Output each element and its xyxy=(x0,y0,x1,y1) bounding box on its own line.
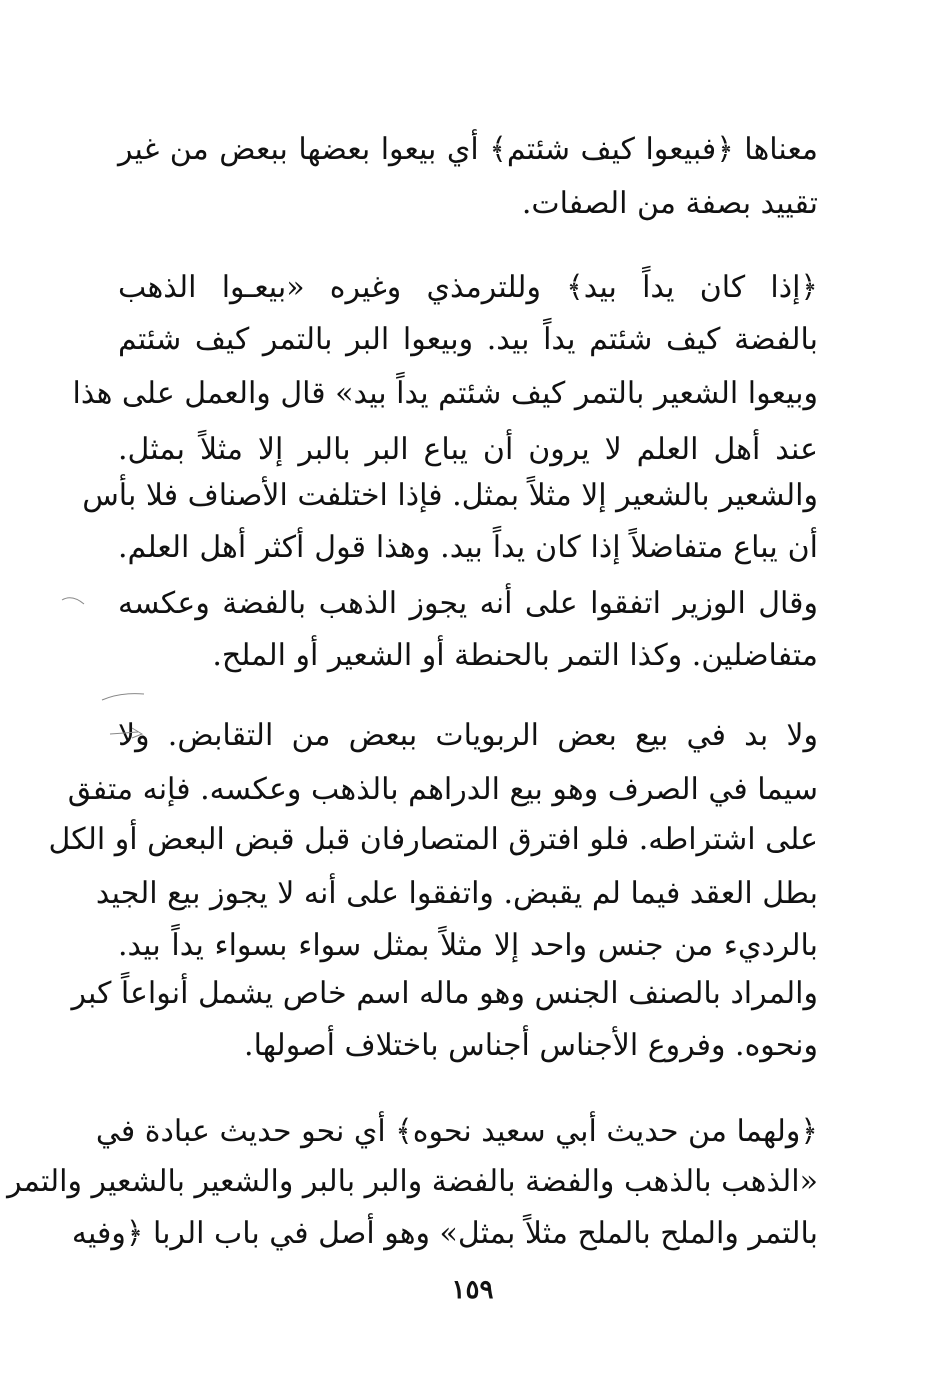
scan-mark xyxy=(60,590,90,610)
text-line: على اشتراطه. فلو افترق المتصارفان قبل قبض البعض أو الكل xyxy=(48,822,818,857)
text-line: متفاضلين. وكذا التمر بالحنطة أو الشعير أو الملح. xyxy=(212,638,818,673)
text-line: بالرديء من جنس واحد إلا مثلاً بمثل سواء بسواء يداً بيد. xyxy=(118,928,818,963)
text-line: والمراد بالصنف الجنس وهو ماله اسم خاص يشمل أنواعاً كبر xyxy=(71,976,818,1011)
text-line: وقال الوزير اتفقوا على أنه يجوز الذهب بالفضة وعكسه xyxy=(118,586,818,621)
page-number: ١٥٩ xyxy=(451,1275,494,1305)
text-line: ونحوه. وفروع الأجناس أجناس باختلاف أصولها. xyxy=(244,1028,818,1063)
text-line: وبيعوا الشعير بالتمر كيف شئتم يداً بيد» قال والعمل على هذا xyxy=(72,376,818,411)
text-line: ﴿ولهما من حديث أبي سعيد نحوه﴾ أي نحو حديث عبادة في xyxy=(95,1114,818,1149)
text-line: بالتمر والملح بالملح مثلاً بمثل» وهو أصل في باب الربا ﴿وفيه xyxy=(71,1216,818,1251)
text-line: معناها ﴿فبيعوا كيف شئتم﴾ أي بيعوا بعضها ببعض من غير xyxy=(118,132,818,167)
text-line: عند أهل العلم لا يرون أن يباع البر بالبر إلا مثلاً بمثل. xyxy=(118,432,818,467)
text-line: بطل العقد فيما لم يقبض. واتفقوا على أنه لا يجوز بيع الجيد xyxy=(95,876,818,911)
scan-mark xyxy=(100,688,150,704)
text-line: ولا بد في بيع بعض الربويات ببعض من التقابض. ولا xyxy=(118,718,819,753)
text-line: والشعير بالشعير إلا مثلاً بمثل. فإذا اختلفت الأصناف فلا بأس xyxy=(82,478,818,513)
text-line: سيما في الصرف وهو بيع الدراهم بالذهب وعكسه. فإنه متفق xyxy=(67,772,818,807)
scan-mark xyxy=(108,726,148,742)
text-line: بالفضة كيف شئتم يداً بيد. وبيعوا البر بالتمر كيف شئتم xyxy=(118,322,818,357)
text-line: أن يباع متفاضلاً إذا كان يداً بيد. وهذا قول أكثر أهل العلم. xyxy=(118,530,818,565)
text-line: ﴿إذا كان يداً بيد﴾ وللترمذي وغيره «بيعـوا الذهب xyxy=(118,270,818,305)
text-line: «الذهب بالذهب والفضة بالفضة والبر بالبر والشعير بالشعير والتمر xyxy=(7,1164,818,1199)
text-line: تقييد بصفة من الصفات. xyxy=(521,186,818,221)
